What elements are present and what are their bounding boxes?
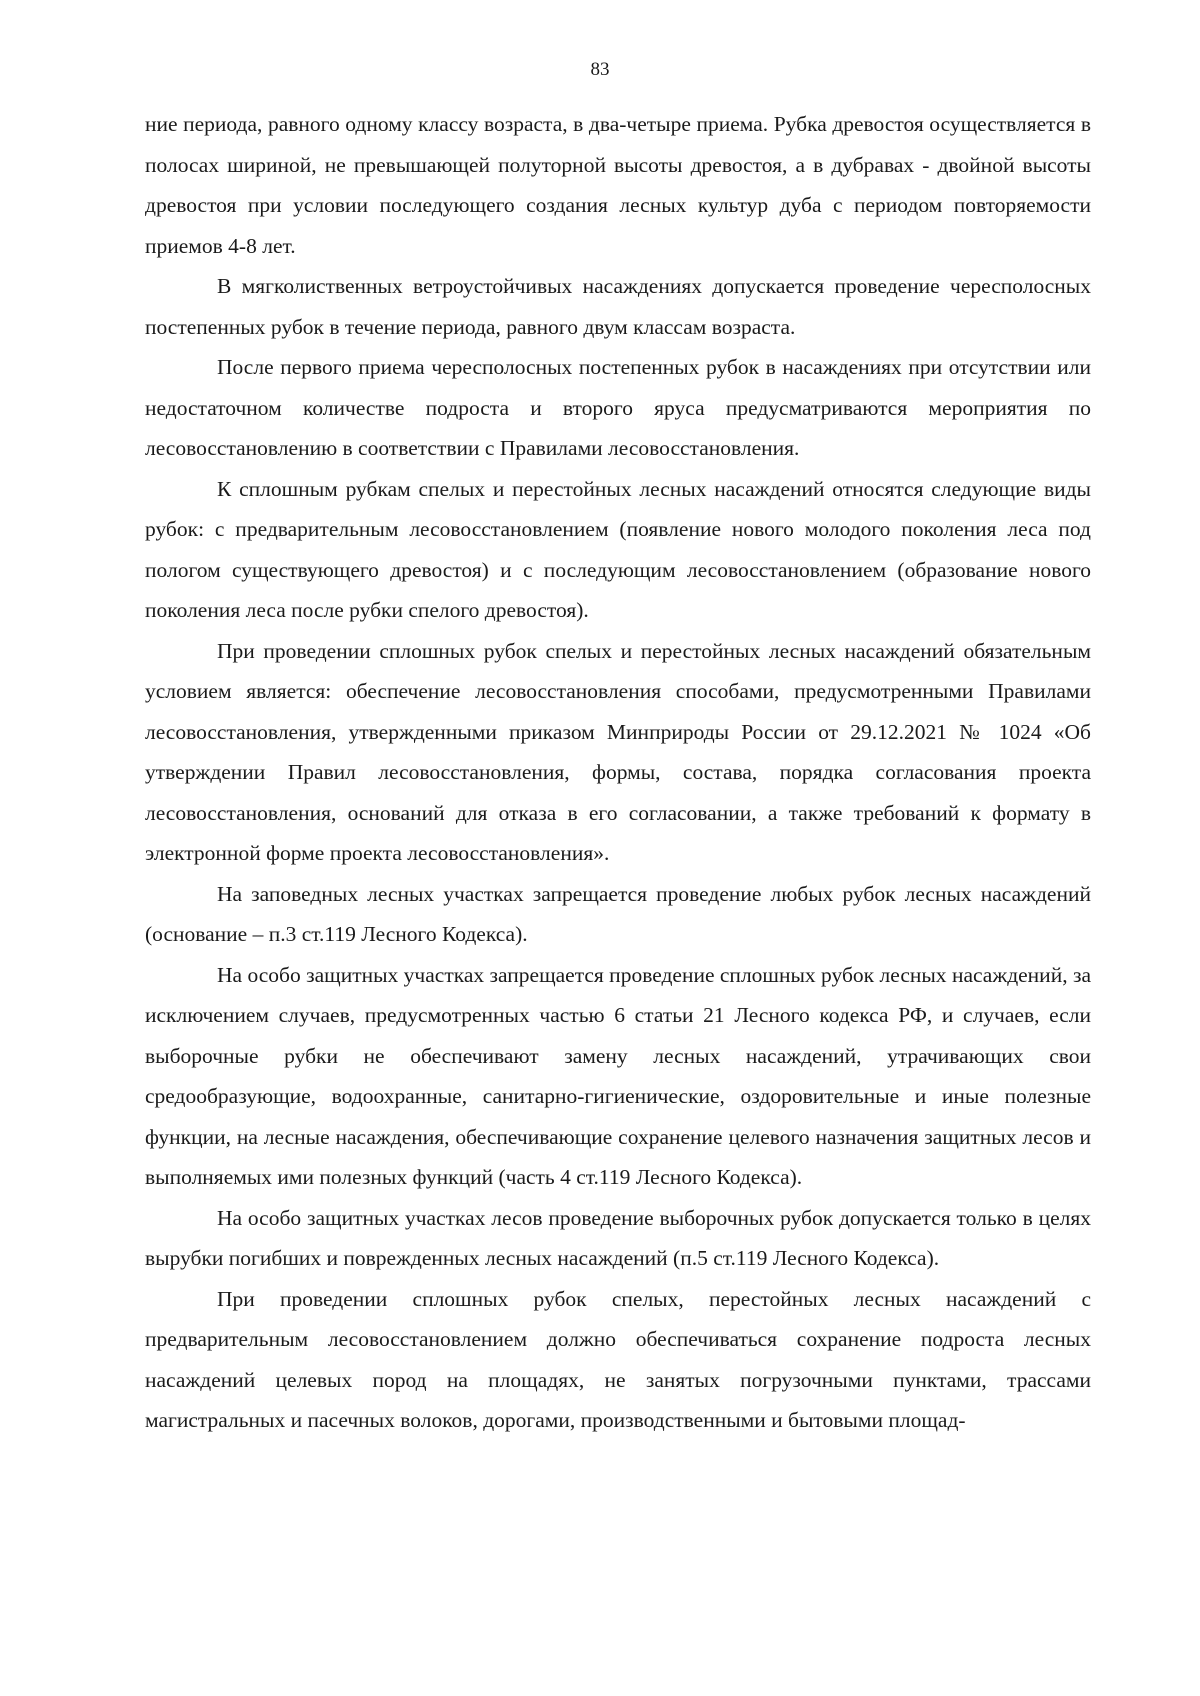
paragraph-selective-cutting: На особо защитных участках лесов проведение выборочных рубок допускается только в целях вырубки погибших и поврежденных лесных насаждений (п.5 ст.119 Лесного Кодекса). [145,1205,1091,1270]
paragraph-protective-areas: На особо защитных участках запрещается проведение сплошных рубок лесных насаждений, за исключением случаев, предусмотренных частью 6 статьи 21 Лесного кодекса РФ, и случаев, если выборочные рубки не обеспечивают замену лесных насаждений, утрачивающих свои средообразующие, водоохранные, санитарно-гигиенические, оздоровительные и иные полезные функции, на лесные насаждения, обеспечивающие сохранение целевого назначения защитных лесов и выполняемых ими полезных функций (часть 4 ст.119 Лесного Кодекса). [145,962,1091,1189]
paragraph-softwood-stands: В мягколиственных ветроустойчивых насаждениях допускается проведение чересполосных постепенных рубок в течение периода, равного двум классам возраста. [145,274,1091,339]
paragraph-mandatory-condition: При проведении сплошных рубок спелых и перестойных лесных насаждений обязательным условием является: обеспечение лесовосстановления способами, предусмотренными Правилами лесовосстановления, утвержденными приказом Минприроды России от 29.12.2021 № 1024 «Об утверждении Правил лесовосстановления, формы, состава, порядка согласования проекта лесовосстановления, оснований для отказа в его согласовании, а также требований к формату в электронной форме проекта лесовосстановления». [145,638,1091,865]
document-body [145,104,1091,1441]
paragraph-reserve-areas: На заповедных лесных участках запрещается проведение любых рубок лесных насаждений (основание – п.3 ст.119 Лесного Кодекса). [145,881,1091,946]
page-number: 83 [590,59,610,80]
paragraph-clear-cutting-types: К сплошным рубкам спелых и перестойных лесных насаждений относятся следующие виды рубок: с предварительным лесовосстановлением (появление нового молодого поколения леса под пологом существующего древостоя) и с последующим лесовосстановлением (образование нового поколения леса после рубки спелого древостоя). [145,476,1091,622]
paragraph-after-first-stage: После первого приема чересполосных постепенных рубок в насаждениях при отсутствии или недостаточном количестве подроста и второго яруса предусматриваются мероприятия по лесовосстановлению в соответствии с Правилами лесовосстановления. [145,355,1091,460]
paragraph-continued: ние периода, равного одному классу возраста, в два-четыре приема. Рубка древостоя осуществляется в полосах шириной, не превышающей полуторной высоты древостоя, а в дубравах - двойной высоты древостоя при условии последующего создания лесных культур дуба с периодом повторяемости приемов 4-8 лет. [145,112,1091,258]
paragraph-undergrowth-preservation: При проведении сплошных рубок спелых, перестойных лесных насаждений с предварительным лесовосстановлением должно обеспечиваться сохранение подроста лесных насаждений целевых пород на площадях, не занятых погрузочными пунктами, трассами магистральных и пасечных волоков, дорогами, производственными и бытовыми площад- [145,1286,1091,1432]
